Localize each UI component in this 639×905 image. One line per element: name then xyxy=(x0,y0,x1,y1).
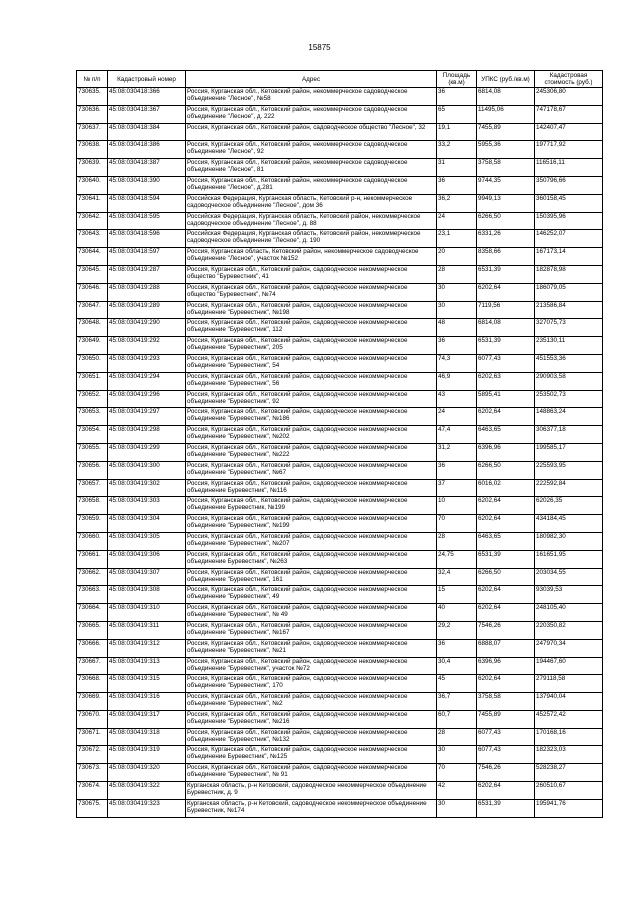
cell-num: 730674. xyxy=(77,782,108,800)
cell-upks: 6531,39 xyxy=(477,550,535,568)
cell-cadastral: 45:08:030419:322 xyxy=(108,782,186,800)
cell-num: 730642. xyxy=(77,212,108,230)
cell-num: 730637. xyxy=(77,123,108,141)
table-row xyxy=(77,159,603,177)
cell-cadastral: 45:08:030418:387 xyxy=(108,159,186,177)
cell-upks: 6463,65 xyxy=(477,532,535,550)
cell-num: 730649. xyxy=(77,337,108,355)
cell-cost: 235130,11 xyxy=(535,337,603,355)
cell-cost: 360158,45 xyxy=(535,194,603,212)
table-row xyxy=(77,194,603,212)
cell-num: 730645. xyxy=(77,265,108,283)
cell-address: Россия, Курганская обл., Кетовский район, садоводческое некоммерческое объединение "Буревестник", участок №72 xyxy=(186,657,437,675)
table-row xyxy=(77,550,603,568)
cell-address: Россия, Курганская обл., Кетовский район, садоводческое некоммерческое объединение "Буревестник", №2 xyxy=(186,693,437,711)
header-cadastral: Кадастровый номер xyxy=(108,71,186,88)
cell-address: Россия, Курганская обл., Кетовский район, некоммерческое садоводческое объединение "Лесное", д.281 xyxy=(186,176,437,194)
cell-upks: 6202,64 xyxy=(477,515,535,533)
cell-cost: 62026,35 xyxy=(535,497,603,515)
cell-area: 36 xyxy=(437,461,477,479)
cell-address: Курганская область, р-н Кетовский, садоводческое некоммерческое объединение Буревестник, №174 xyxy=(186,799,437,817)
cell-num: 730650. xyxy=(77,354,108,372)
cell-address: Россия, Курганская обл., Кетовский район, садоводческое некоммерческое объединение "Буревестник", №207 xyxy=(186,532,437,550)
cell-address: Россия, Курганская обл., Кетовский район, садоводческое некоммерческое объединение "Буревестник", 112 xyxy=(186,319,437,337)
table-row xyxy=(77,426,603,444)
cell-area: 31,2 xyxy=(437,443,477,461)
cell-num: 730669. xyxy=(77,693,108,711)
cell-cadastral: 45:08:030418:597 xyxy=(108,248,186,266)
cell-cadastral: 45:08:030418:367 xyxy=(108,105,186,123)
cell-num: 730638. xyxy=(77,141,108,159)
cell-area: 28 xyxy=(437,532,477,550)
cell-cadastral: 45:08:030418:366 xyxy=(108,88,186,106)
cell-cost: 182323,03 xyxy=(535,746,603,764)
cell-area: 37 xyxy=(437,479,477,497)
cell-cost: 148863,24 xyxy=(535,408,603,426)
cell-area: 24,75 xyxy=(437,550,477,568)
cell-upks: 6202,64 xyxy=(477,782,535,800)
table-body xyxy=(77,88,603,818)
header-area: Площадь (кв.м) xyxy=(437,71,477,88)
cell-cadastral: 45:08:030419:316 xyxy=(108,693,186,711)
cell-upks: 6202,64 xyxy=(477,586,535,604)
cell-cadastral: 45:08:030419:313 xyxy=(108,657,186,675)
cell-address: Россия, Курганская обл., Кетовский район, садоводческое некоммерческое объединение "Буревестник", №132 xyxy=(186,728,437,746)
table-row xyxy=(77,497,603,515)
cell-cost: 146252,07 xyxy=(535,230,603,248)
cell-address: Россия, Курганская обл., Кетовский район, садоводческое некоммерческое объединение Буревестник", №263 xyxy=(186,550,437,568)
table-row xyxy=(77,123,603,141)
cell-address: Россия, Курганская обл., Кетовский район, некоммерческое садоводческое объединение "Лесное", д. 222 xyxy=(186,105,437,123)
cell-address: Россия, Курганская обл., Кетовский район, садоводческое некоммерческое общество "Буревестник", 41 xyxy=(186,265,437,283)
cell-num: 730654. xyxy=(77,426,108,444)
cell-upks: 6202,64 xyxy=(477,283,535,301)
cell-address: Россия, Курганская обл., Кетовский район, садоводческое некоммерческое объединение "Буревестник", 56 xyxy=(186,372,437,390)
cell-cost: 290903,58 xyxy=(535,372,603,390)
cell-cadastral: 45:08:030419:298 xyxy=(108,426,186,444)
cell-cost: 93039,53 xyxy=(535,586,603,604)
cell-upks: 7455,89 xyxy=(477,710,535,728)
cell-num: 730670. xyxy=(77,710,108,728)
cell-upks: 9949,13 xyxy=(477,194,535,212)
cell-address: Россия, Курганская обл., Кетовский район, некоммерческое садоводческое объединение "Лесное", 92 xyxy=(186,141,437,159)
cell-cost: 199585,17 xyxy=(535,443,603,461)
cell-address: Россия, Курганская обл., Кетовский район, садоводческое некоммерческое объединение "Буревестник", № 49 xyxy=(186,604,437,622)
header-num: № п/п xyxy=(77,71,108,88)
cell-cost: 434184,45 xyxy=(535,515,603,533)
cell-num: 730640. xyxy=(77,176,108,194)
cell-cadastral: 45:08:030419:297 xyxy=(108,408,186,426)
cell-address: Россия, Курганская обл., Кетовский район, садоводческое некоммерческое общество "Буревестник", №74 xyxy=(186,283,437,301)
cell-num: 730672. xyxy=(77,746,108,764)
table-row xyxy=(77,265,603,283)
cell-address: Россия, Курганская обл., Кетовский район, садоводческое некоммерческое объединение Буревестник, №199 xyxy=(186,497,437,515)
cell-cost: 260510,67 xyxy=(535,782,603,800)
cell-num: 730636. xyxy=(77,105,108,123)
cell-area: 15 xyxy=(437,586,477,604)
cell-num: 730658. xyxy=(77,497,108,515)
cell-num: 730647. xyxy=(77,301,108,319)
cell-upks: 3758,58 xyxy=(477,693,535,711)
cell-address: Российская Федерация, Курганская область, Кетовский р-н, некоммерческое садоводческое объединение "Лесное", дом 36 xyxy=(186,194,437,212)
cell-cost: 167173,14 xyxy=(535,248,603,266)
cell-upks: 6531,39 xyxy=(477,265,535,283)
cell-address: Россия, Курганская обл., Кетовский район, садоводческое некоммерческое объединение "Буревестник", №167 xyxy=(186,621,437,639)
cell-cost: 170168,16 xyxy=(535,728,603,746)
table-row xyxy=(77,443,603,461)
cell-cadastral: 45:08:030419:319 xyxy=(108,746,186,764)
table-row xyxy=(77,639,603,657)
cell-upks: 9744,35 xyxy=(477,176,535,194)
cell-address: Россия, Курганская обл., Кетовский район, садоводческое некоммерческое объединение "Буревестник", №67 xyxy=(186,461,437,479)
cell-upks: 6202,64 xyxy=(477,497,535,515)
table-row xyxy=(77,675,603,693)
cell-upks: 6266,50 xyxy=(477,568,535,586)
cell-upks: 6266,50 xyxy=(477,461,535,479)
cell-area: 30 xyxy=(437,301,477,319)
cell-area: 28 xyxy=(437,265,477,283)
table-row xyxy=(77,248,603,266)
cell-num: 730639. xyxy=(77,159,108,177)
table-header-row xyxy=(77,71,603,88)
cell-cadastral: 45:08:030419:305 xyxy=(108,532,186,550)
cell-area: 70 xyxy=(437,515,477,533)
cell-area: 32,4 xyxy=(437,568,477,586)
cell-address: Россия, Курганская обл., Кетовский район, садоводческое некоммерческое объединение Буревестник", №125 xyxy=(186,746,437,764)
table-row xyxy=(77,319,603,337)
cell-area: 48 xyxy=(437,319,477,337)
cell-area: 36,7 xyxy=(437,693,477,711)
cell-upks: 6202,63 xyxy=(477,372,535,390)
cell-num: 730666. xyxy=(77,639,108,657)
cell-area: 74,3 xyxy=(437,354,477,372)
cell-address: Россия, Курганская обл., Кетовский район, садоводческое некоммерческое объединение "Буревестник", №222 xyxy=(186,443,437,461)
cell-address: Россия, Курганская обл., Кетовский район, садоводческое некоммерческое объединение "Буревестник", №199 xyxy=(186,515,437,533)
cell-cadastral: 45:08:030419:290 xyxy=(108,319,186,337)
cell-upks: 6266,50 xyxy=(477,212,535,230)
cell-upks: 5895,41 xyxy=(477,390,535,408)
cell-upks: 6531,39 xyxy=(477,337,535,355)
table-row xyxy=(77,728,603,746)
cell-cadastral: 45:08:030419:304 xyxy=(108,515,186,533)
cell-cadastral: 45:08:030419:288 xyxy=(108,283,186,301)
table-row xyxy=(77,88,603,106)
cell-cost: 194467,60 xyxy=(535,657,603,675)
cell-cost: 225593,95 xyxy=(535,461,603,479)
cell-area: 40 xyxy=(437,604,477,622)
cell-num: 730675. xyxy=(77,799,108,817)
cell-cost: 350796,66 xyxy=(535,176,603,194)
table-row xyxy=(77,693,603,711)
cell-address: Россия, Курганская обл., Кетовский район, садоводческое общество "Лесное", 32 xyxy=(186,123,437,141)
table-row xyxy=(77,176,603,194)
cell-area: 19,1 xyxy=(437,123,477,141)
cell-address: Курганская область, р-н Кетовский, садоводческое некоммерческое объединение Буревестник, д. 9 xyxy=(186,782,437,800)
cell-cost: 327075,73 xyxy=(535,319,603,337)
table-row xyxy=(77,408,603,426)
cell-upks: 3758,58 xyxy=(477,159,535,177)
cell-address: Россия, Курганская обл., Кетовский район, садоводческое некоммерческое объединение "Буревестник", 205 xyxy=(186,337,437,355)
cell-cost: 150395,96 xyxy=(535,212,603,230)
header-upks: УПКС (руб./кв.м) xyxy=(477,71,535,88)
cell-upks: 6888,07 xyxy=(477,639,535,657)
cell-area: 30,4 xyxy=(437,657,477,675)
cell-num: 730635. xyxy=(77,88,108,106)
cell-num: 730661. xyxy=(77,550,108,568)
cell-cadastral: 45:08:030419:303 xyxy=(108,497,186,515)
cell-cadastral: 45:08:030419:311 xyxy=(108,621,186,639)
cell-num: 730651. xyxy=(77,372,108,390)
cell-address: Россия, Курганская обл., Кетовский район, садоводческое некоммерческое объединение "Буревестник", 54 xyxy=(186,354,437,372)
header-address: Адрес xyxy=(186,71,437,88)
cell-area: 70 xyxy=(437,764,477,782)
cell-area: 45 xyxy=(437,675,477,693)
table-row xyxy=(77,710,603,728)
cell-cost: 279118,58 xyxy=(535,675,603,693)
cell-address: Россия, Курганская обл., Кетовский район, садоводческое некоммерческое объединение "Буревестник", 161 xyxy=(186,568,437,586)
table-row xyxy=(77,390,603,408)
cell-address: Россия, Курганская область, Кетовский район, некоммерческое садоводческое объединение "Лесное", участок №152 xyxy=(186,248,437,266)
cell-cadastral: 45:08:030419:323 xyxy=(108,799,186,817)
cell-cadastral: 45:08:030419:307 xyxy=(108,568,186,586)
cell-cadastral: 45:08:030419:302 xyxy=(108,479,186,497)
table-row xyxy=(77,746,603,764)
cell-num: 730663. xyxy=(77,586,108,604)
cell-num: 730652. xyxy=(77,390,108,408)
table-row xyxy=(77,532,603,550)
cell-upks: 6463,65 xyxy=(477,426,535,444)
cell-num: 730665. xyxy=(77,621,108,639)
cell-cost: 213586,84 xyxy=(535,301,603,319)
cell-cost: 220350,82 xyxy=(535,621,603,639)
cell-area: 36,2 xyxy=(437,194,477,212)
cell-upks: 6396,96 xyxy=(477,657,535,675)
cell-cost: 195941,76 xyxy=(535,799,603,817)
cell-area: 42 xyxy=(437,782,477,800)
cell-area: 47,4 xyxy=(437,426,477,444)
table-row xyxy=(77,461,603,479)
cell-address: Российская Федерация, Курганская область, Кетовский район, некоммерческое садоводческое объединение "Лесное", д. 88 xyxy=(186,212,437,230)
cell-upks: 6077,43 xyxy=(477,354,535,372)
cell-cadastral: 45:08:030419:310 xyxy=(108,604,186,622)
cell-cost: 142407,47 xyxy=(535,123,603,141)
cell-cadastral: 45:08:030419:306 xyxy=(108,550,186,568)
table-row xyxy=(77,586,603,604)
cell-num: 730662. xyxy=(77,568,108,586)
cell-cost: 306377,18 xyxy=(535,426,603,444)
cell-upks: 7119,56 xyxy=(477,301,535,319)
cell-area: 10 xyxy=(437,497,477,515)
table-row xyxy=(77,372,603,390)
table-row xyxy=(77,604,603,622)
cell-upks: 6202,64 xyxy=(477,604,535,622)
cell-area: 36 xyxy=(437,176,477,194)
cell-upks: 6077,43 xyxy=(477,728,535,746)
cell-upks: 6077,43 xyxy=(477,746,535,764)
cell-address: Россия, Курганская обл., Кетовский район, некоммерческое садоводческое объединение "Лесное", №58 xyxy=(186,88,437,106)
cell-num: 730643. xyxy=(77,230,108,248)
cell-num: 730644. xyxy=(77,248,108,266)
cell-upks: 7546,26 xyxy=(477,621,535,639)
cell-area: 46,9 xyxy=(437,372,477,390)
cell-cost: 203034,55 xyxy=(535,568,603,586)
cell-address: Россия, Курганская обл., Кетовский район, садоводческое некоммерческое объединение "Буревестник", №216 xyxy=(186,710,437,728)
cell-area: 65 xyxy=(437,105,477,123)
cell-num: 730659. xyxy=(77,515,108,533)
cell-cost: 528238,27 xyxy=(535,764,603,782)
table-row xyxy=(77,141,603,159)
cell-cadastral: 45:08:030418:386 xyxy=(108,141,186,159)
cell-area: 36 xyxy=(437,639,477,657)
cell-area: 36 xyxy=(437,88,477,106)
cell-num: 730653. xyxy=(77,408,108,426)
cell-cadastral: 45:08:030418:595 xyxy=(108,212,186,230)
cell-cadastral: 45:08:030419:287 xyxy=(108,265,186,283)
cell-cost: 245306,80 xyxy=(535,88,603,106)
cell-cost: 451553,36 xyxy=(535,354,603,372)
cell-num: 730671. xyxy=(77,728,108,746)
cell-address: Россия, Курганская обл., Кетовский район, садоводческое некоммерческое объединение "Буревестник", №21 xyxy=(186,639,437,657)
cell-cadastral: 45:08:030419:312 xyxy=(108,639,186,657)
cell-cadastral: 45:08:030419:308 xyxy=(108,586,186,604)
cell-address: Россия, Курганская обл., Кетовский район, садоводческое некоммерческое объединение Буревестник", №116 xyxy=(186,479,437,497)
cell-cadastral: 45:08:030419:320 xyxy=(108,764,186,782)
cell-upks: 6531,39 xyxy=(477,799,535,817)
cell-upks: 7455,89 xyxy=(477,123,535,141)
cell-cadastral: 45:08:030419:294 xyxy=(108,372,186,390)
cell-cadastral: 45:08:030419:315 xyxy=(108,675,186,693)
cell-cadastral: 45:08:030418:594 xyxy=(108,194,186,212)
cell-cost: 161651,95 xyxy=(535,550,603,568)
table-row xyxy=(77,799,603,817)
table-row xyxy=(77,105,603,123)
cell-address: Россия, Курганская обл., Кетовский район, садоводческое некоммерческое объединение "Буревестник", №198 xyxy=(186,301,437,319)
cell-cost: 747178,67 xyxy=(535,105,603,123)
cell-address: Россия, Курганская обл., Кетовский район, садоводческое некоммерческое объединение "Буревестник", №202 xyxy=(186,426,437,444)
cell-cadastral: 45:08:030419:318 xyxy=(108,728,186,746)
cell-num: 730673. xyxy=(77,764,108,782)
table-row xyxy=(77,782,603,800)
cell-area: 60,7 xyxy=(437,710,477,728)
cell-area: 28 xyxy=(437,728,477,746)
cell-cadastral: 45:08:030418:390 xyxy=(108,176,186,194)
cadastral-table xyxy=(76,70,603,818)
cell-area: 24 xyxy=(437,408,477,426)
cell-cost: 137940,04 xyxy=(535,693,603,711)
cell-num: 730656. xyxy=(77,461,108,479)
cell-cadastral: 45:08:030418:596 xyxy=(108,230,186,248)
cell-area: 24 xyxy=(437,212,477,230)
cell-upks: 6814,08 xyxy=(477,88,535,106)
cell-area: 30 xyxy=(437,746,477,764)
cell-area: 23,1 xyxy=(437,230,477,248)
table-row xyxy=(77,479,603,497)
table-row xyxy=(77,568,603,586)
cell-num: 730667. xyxy=(77,657,108,675)
cell-area: 30 xyxy=(437,799,477,817)
cell-cadastral: 45:08:030419:292 xyxy=(108,337,186,355)
cell-cost: 116516,11 xyxy=(535,159,603,177)
cell-area: 33,2 xyxy=(437,141,477,159)
cell-num: 730657. xyxy=(77,479,108,497)
cell-upks: 5955,36 xyxy=(477,141,535,159)
cell-upks: 6202,64 xyxy=(477,408,535,426)
table-row xyxy=(77,354,603,372)
cell-area: 43 xyxy=(437,390,477,408)
cell-upks: 11495,06 xyxy=(477,105,535,123)
cell-address: Российская Федерация, Курганская область, Кетовский район, некоммерческое садоводческое объединение "Лесное", д. 190 xyxy=(186,230,437,248)
cell-cadastral: 45:08:030419:289 xyxy=(108,301,186,319)
cell-upks: 8358,66 xyxy=(477,248,535,266)
table-row xyxy=(77,283,603,301)
cell-address: Россия, Курганская обл., Кетовский район, садоводческое некоммерческое объединение "Буревестник", 170 xyxy=(186,675,437,693)
cell-address: Россия, Курганская обл., Кетовский район, садоводческое некоммерческое объединение "Буревестник", 49 xyxy=(186,586,437,604)
table-row xyxy=(77,212,603,230)
table-row xyxy=(77,230,603,248)
cell-cadastral: 45:08:030419:300 xyxy=(108,461,186,479)
cell-cadastral: 45:08:030419:299 xyxy=(108,443,186,461)
table-row xyxy=(77,764,603,782)
cell-cadastral: 45:08:030419:293 xyxy=(108,354,186,372)
cell-cost: 253502,73 xyxy=(535,390,603,408)
cell-area: 31 xyxy=(437,159,477,177)
table-row xyxy=(77,337,603,355)
cell-cost: 247970,34 xyxy=(535,639,603,657)
cell-num: 730668. xyxy=(77,675,108,693)
cell-cadastral: 45:08:030418:384 xyxy=(108,123,186,141)
cell-address: Россия, Курганская обл., Кетовский район, некоммерческое садоводческое объединение "Лесное", 81 xyxy=(186,159,437,177)
table-row xyxy=(77,301,603,319)
cell-area: 20 xyxy=(437,248,477,266)
cell-address: Россия, Курганская обл., Кетовский район, садоводческое некоммерческое объединение "Буревестник", № 91 xyxy=(186,764,437,782)
header-cost: Кадастровая стоимость (руб.) xyxy=(535,71,603,88)
cell-cost: 248105,40 xyxy=(535,604,603,622)
cell-upks: 6814,08 xyxy=(477,319,535,337)
page-number: 15875 xyxy=(308,43,331,52)
cell-upks: 6331,26 xyxy=(477,230,535,248)
cell-address: Россия, Курганская обл., Кетовский район, садоводческое некоммерческое объединение "Буревестник", №186 xyxy=(186,408,437,426)
cell-cost: 182878,98 xyxy=(535,265,603,283)
cell-num: 730655. xyxy=(77,443,108,461)
cell-num: 730641. xyxy=(77,194,108,212)
cell-cadastral: 45:08:030419:317 xyxy=(108,710,186,728)
cell-upks: 6202,64 xyxy=(477,675,535,693)
cell-cost: 186079,05 xyxy=(535,283,603,301)
cell-cadastral: 45:08:030419:296 xyxy=(108,390,186,408)
cell-area: 30 xyxy=(437,283,477,301)
cell-upks: 6016,02 xyxy=(477,479,535,497)
cell-cost: 222592,84 xyxy=(535,479,603,497)
table-row xyxy=(77,621,603,639)
cell-num: 730664. xyxy=(77,604,108,622)
table-row xyxy=(77,515,603,533)
cell-upks: 7546,26 xyxy=(477,764,535,782)
cell-cost: 180982,30 xyxy=(535,532,603,550)
cell-num: 730646. xyxy=(77,283,108,301)
cell-num: 730660. xyxy=(77,532,108,550)
cell-address: Россия, Курганская обл., Кетовский район, садоводческое некоммерческое объединение "Буревестник", 92 xyxy=(186,390,437,408)
cell-area: 29,2 xyxy=(437,621,477,639)
cell-cost: 452572,42 xyxy=(535,710,603,728)
table-row xyxy=(77,657,603,675)
cell-num: 730648. xyxy=(77,319,108,337)
cell-area: 36 xyxy=(437,337,477,355)
cell-upks: 6396,96 xyxy=(477,443,535,461)
cell-cost: 197717,92 xyxy=(535,141,603,159)
